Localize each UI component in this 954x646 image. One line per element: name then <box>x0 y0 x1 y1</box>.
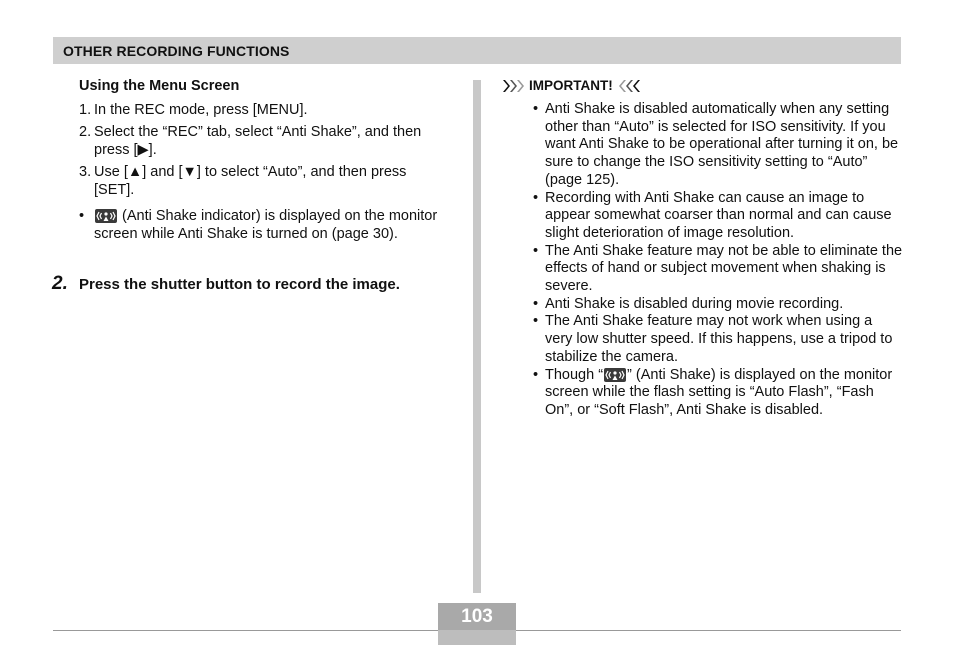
important-bullet <box>503 296 903 314</box>
important-bullet <box>503 243 903 296</box>
chevrons-left-icon <box>619 80 641 92</box>
column-divider <box>473 80 481 593</box>
important-bullet <box>503 313 903 366</box>
step-number: 2. <box>79 124 92 140</box>
important-bullet-text-pre: Though “ <box>545 366 604 383</box>
anti-shake-icon <box>604 368 626 382</box>
step-number: 1. <box>79 102 92 118</box>
step-text: In the REC mode, press [MENU]. <box>94 102 308 118</box>
important-bullet-text: Recording with Anti Shake can cause an image to appear somewhat coarser than normal and can cause slight deterioration of image resolution. <box>545 189 892 241</box>
left-column <box>79 77 449 243</box>
page-section-title: OTHER RECORDING FUNCTIONS <box>63 43 290 59</box>
important-bullet-text: Anti Shake is disabled automatically when any setting other than “Auto” is selected for ISO sensitivity. If you want Anti Shake to be operational after turning it on, be sure to change the ISO sensitivity setting to “Auto” (page 125). <box>545 101 899 188</box>
indicator-note-text: (Anti Shake indicator) is displayed on the monitor screen while Anti Shake is turned on (page 30). <box>94 208 438 242</box>
important-bullet-text: The Anti Shake feature may not work when using a very low shutter speed. If this happens, use a tripod to stabilize the camera. <box>545 313 893 365</box>
subheading: Using the Menu Screen <box>79 78 240 94</box>
step-number: 3. <box>79 164 92 180</box>
bullet-dot: • <box>79 208 85 224</box>
step-text: Select the “REC” tab, select “Anti Shake”, and then press [▶]. <box>94 124 422 158</box>
important-bullet-text: The Anti Shake feature may not be able to eliminate the effects of hand or subject movement when shaking is severe. <box>545 242 903 295</box>
important-column <box>503 77 903 420</box>
important-heading <box>503 77 903 95</box>
important-label: IMPORTANT! <box>529 78 613 94</box>
important-bullet-text-post: ” (Anti Shake) is displayed on the monitor screen while the flash setting is “Auto Flash”, “Fash On”, or “Soft Flash”, Anti Shake is disabled. <box>545 366 893 418</box>
important-bullet <box>503 190 903 243</box>
bullet-dot: • <box>533 242 539 259</box>
important-bullet <box>503 367 903 420</box>
step-2-number: 2. <box>52 273 68 294</box>
page-number-box <box>438 603 516 645</box>
step-text: Use [▲] and [▼] to select “Auto”, and then press [SET]. <box>94 164 407 198</box>
chevrons-right-icon <box>503 80 525 92</box>
page-number: 103 <box>461 606 493 627</box>
step-item <box>79 163 449 199</box>
bullet-dot: • <box>533 313 539 330</box>
bullet-dot: • <box>533 295 539 312</box>
bullet-dot: • <box>533 189 539 206</box>
step-item <box>79 123 449 159</box>
anti-shake-icon <box>95 209 117 223</box>
bullet-dot: • <box>533 366 539 383</box>
important-bullet <box>503 101 903 190</box>
step-2-text: Press the shutter button to record the image. <box>79 276 400 293</box>
indicator-note <box>79 207 449 243</box>
bullet-dot: • <box>533 101 539 117</box>
step-item <box>79 101 449 119</box>
important-bullet-text: Anti Shake is disabled during movie recording. <box>545 295 844 312</box>
header-bar <box>53 37 901 64</box>
